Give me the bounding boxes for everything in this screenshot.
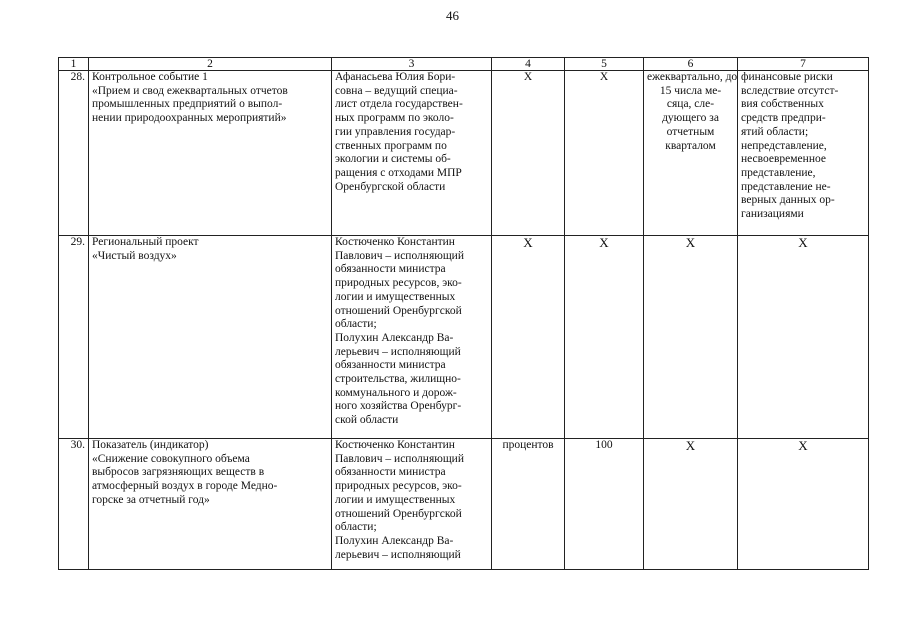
text-line: лист отдела государствен- (335, 98, 463, 111)
text-line: ятий области; (741, 125, 809, 138)
column-header: 4 (492, 58, 565, 71)
row-name (89, 236, 332, 439)
text-line: Афанасьева Юлия Бори- (335, 71, 456, 83)
table-row (59, 71, 869, 236)
row-number: 30. (59, 439, 89, 570)
text-line: верных данных ор- (741, 194, 835, 207)
text-line: Контрольное событие 1 (92, 71, 208, 83)
text-line: дующего за (662, 112, 719, 125)
text-line: горске за отчетный год» (92, 493, 210, 506)
col7-value: Х (738, 236, 869, 439)
text-line: ежеквартально, до (647, 71, 738, 83)
text-line: представление, (741, 166, 816, 179)
column-header: 5 (565, 58, 644, 71)
col4-value: процентов (492, 439, 565, 570)
text-line: ганизациями (741, 208, 804, 221)
text-line: лерьевич – исполняющий (335, 345, 461, 358)
text-line: атмосферный воздух в городе Медно- (92, 480, 278, 493)
col4-value: Х (492, 236, 565, 439)
text-line: кварталом (665, 139, 716, 152)
plan-table (58, 57, 869, 570)
text-line: Костюченко Константин (335, 439, 455, 451)
text-line: представление не- (741, 180, 831, 193)
text-line: совна – ведущий специа- (335, 84, 458, 97)
column-header: 2 (89, 58, 332, 71)
col6-value: Х (644, 439, 738, 570)
col5-value: Х (565, 236, 644, 439)
column-header: 3 (332, 58, 492, 71)
text-line: природных ресурсов, эко- (335, 480, 462, 493)
text-line: Полухин Александр Ва- (335, 331, 454, 344)
text-line: средств предпри- (741, 112, 826, 125)
text-line: несвоевременное (741, 153, 826, 166)
text-line: непредставление, (741, 139, 827, 152)
row-responsible (332, 236, 492, 439)
text-line: логии и имущественных (335, 493, 456, 506)
text-line: Павлович – исполняющий (335, 452, 464, 465)
column-header: 1 (59, 58, 89, 71)
text-line: ской области (335, 414, 399, 427)
text-line: области; (335, 521, 377, 534)
text-line: «Чистый воздух» (92, 249, 177, 262)
row-name (89, 71, 332, 236)
text-line: вследствие отсутст- (741, 84, 839, 97)
text-line: ственных программ по (335, 139, 447, 152)
text-line: обязанности министра (335, 263, 446, 276)
text-line: нении природоохранных мероприятий» (92, 112, 287, 125)
text-line: ного хозяйства Оренбург- (335, 400, 462, 413)
column-header: 6 (644, 58, 738, 71)
text-line: отчетным (666, 125, 715, 138)
row-name (89, 439, 332, 570)
text-line: ных программ по эколо- (335, 112, 454, 125)
col6-value: Х (644, 236, 738, 439)
text-line: промышленных предприятий о выпол- (92, 98, 283, 111)
text-line: Павлович – исполняющий (335, 249, 464, 262)
text-line: экологии и системы об- (335, 153, 451, 166)
column-header: 7 (738, 58, 869, 71)
text-line: области; (335, 318, 377, 331)
text-line: обязанности министра (335, 466, 446, 479)
text-line: финансовые риски (741, 71, 833, 83)
row-responsible (332, 71, 492, 236)
table-row (59, 439, 869, 570)
page-number: 46 (446, 8, 459, 23)
text-line: ращения с отходами МПР (335, 166, 462, 179)
text-line: Костюченко Константин (335, 236, 455, 248)
text-line: Региональный проект (92, 236, 199, 248)
text-line: Оренбургской области (335, 180, 446, 193)
text-line: обязанности министра (335, 359, 446, 372)
col5-value: Х (565, 71, 644, 236)
text-line: отношений Оренбургской (335, 507, 462, 520)
text-line: «Прием и свод ежеквартальных отчетов (92, 84, 288, 97)
text-line: отношений Оренбургской (335, 304, 462, 317)
row-number: 28. (59, 71, 89, 236)
text-line: строительства, жилищно- (335, 373, 461, 386)
text-line: Показатель (индикатор) (92, 439, 209, 451)
text-line: коммунального и дорож- (335, 386, 457, 399)
table-row (59, 236, 869, 439)
text-line: вия собственных (741, 98, 824, 111)
col6-value (644, 71, 738, 236)
row-number: 29. (59, 236, 89, 439)
col7-value (738, 71, 869, 236)
text-line: Полухин Александр Ва- (335, 534, 454, 547)
col7-value: Х (738, 439, 869, 570)
row-responsible (332, 439, 492, 570)
header-row (59, 58, 869, 71)
text-line: логии и имущественных (335, 290, 456, 303)
col4-value: Х (492, 71, 565, 236)
text-line: выбросов загрязняющих веществ в (92, 466, 265, 479)
col5-value: 100 (565, 439, 644, 570)
text-line: гии управления государ- (335, 125, 456, 138)
text-line: природных ресурсов, эко- (335, 277, 462, 290)
text-line: «Снижение совокупного объема (92, 452, 250, 465)
text-line: лерьевич – исполняющий (335, 548, 461, 561)
text-line: 15 числа ме- (659, 84, 722, 97)
text-line: сяца, сле- (666, 98, 715, 111)
